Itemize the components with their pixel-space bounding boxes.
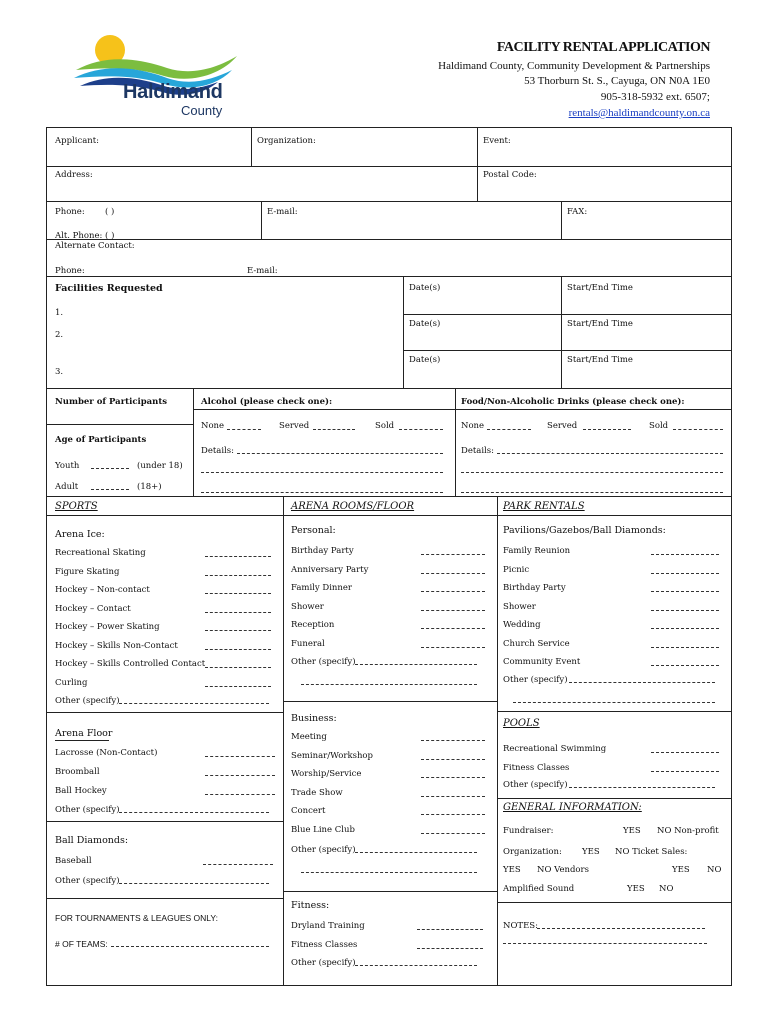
- ice-item: Hockey – Skills Controlled Contact: [55, 659, 206, 669]
- ice-item: Hockey – Skills Non-Contact: [55, 640, 178, 651]
- ticket-no[interactable]: NO Ticket Sales:: [615, 847, 688, 857]
- park-blank[interactable]: [651, 573, 719, 574]
- youth-age: (under 18): [137, 461, 183, 471]
- business-blank[interactable]: [421, 777, 485, 778]
- fundraiser-label: Fundraiser:: [503, 826, 554, 836]
- park-item: Community Event: [503, 657, 581, 667]
- park-blank[interactable]: [651, 665, 719, 666]
- park-blank[interactable]: [651, 610, 719, 611]
- personal-other-label: Other (specify): [291, 657, 356, 667]
- organization-label: Organization:: [257, 136, 316, 146]
- business-blank[interactable]: [421, 833, 485, 834]
- food-none: None: [461, 421, 485, 431]
- ice-item: Figure Skating: [55, 566, 120, 577]
- time-label-2: Start/End Time: [567, 319, 633, 329]
- personal-blank[interactable]: [421, 647, 485, 648]
- logo-subtitle: County: [181, 103, 223, 118]
- num-teams-label: # OF TEAMS:: [55, 939, 108, 949]
- ice-blank[interactable]: [205, 593, 271, 594]
- ice-item: Recreational Skating: [55, 548, 146, 558]
- header-org: Haldimand County, Community Development & Partnerships: [438, 60, 710, 72]
- business-item: Meeting: [291, 732, 327, 742]
- applicant-label: Applicant:: [55, 136, 100, 146]
- time-label-3: Start/End Time: [567, 355, 633, 365]
- business-blank[interactable]: [421, 814, 485, 815]
- ice-other-label: Other (specify): [55, 696, 120, 706]
- park-rentals-heading: PARK RENTALS: [503, 501, 585, 512]
- personal-blank[interactable]: [421, 554, 485, 555]
- floor-blank[interactable]: [205, 794, 275, 795]
- amplified-no[interactable]: NO: [659, 884, 674, 894]
- dates-label-3: Date(s): [409, 355, 441, 365]
- alt-email-label: E-mail:: [247, 266, 278, 276]
- pool-blank[interactable]: [651, 752, 719, 753]
- ball-diamonds-label: Ball Diamonds:: [55, 835, 129, 846]
- alcohol-heading: Alcohol (please check one):: [201, 397, 333, 407]
- personal-blank[interactable]: [421, 591, 485, 592]
- ice-blank[interactable]: [205, 575, 271, 576]
- rental-form: [46, 127, 732, 986]
- food-heading: Food/Non-Alcoholic Drinks (please check one):: [461, 397, 685, 407]
- ice-item: Curling: [55, 677, 88, 688]
- ice-item: Hockey – Non-contact: [55, 585, 150, 595]
- fitness-item: Dryland Training: [291, 921, 365, 931]
- amplified-yes[interactable]: YES: [627, 884, 645, 894]
- pool-blank[interactable]: [651, 771, 719, 772]
- ice-blank[interactable]: [205, 612, 271, 613]
- facility-row-2: 2.: [55, 330, 64, 340]
- general-info-heading: GENERAL INFORMATION:: [503, 802, 642, 813]
- phone-label: Phone:: [55, 207, 85, 217]
- park-item: Church Service: [503, 638, 570, 649]
- pool-other-label: Other (specify): [503, 780, 568, 790]
- personal-item: Shower: [291, 601, 324, 612]
- ticket-yes[interactable]: YES: [582, 847, 600, 857]
- business-item: Worship/Service: [291, 769, 362, 779]
- floor-item: Lacrosse (Non-Contact): [55, 748, 158, 758]
- fitness-label: Fitness:: [291, 900, 330, 911]
- personal-blank[interactable]: [421, 610, 485, 611]
- dates-label-1: Date(s): [409, 283, 441, 293]
- tournaments-label: FOR TOURNAMENTS & LEAGUES ONLY:: [55, 913, 218, 923]
- fax-label: FAX:: [567, 207, 588, 217]
- arena-ice-label: Arena Ice:: [55, 529, 105, 540]
- header-address: 53 Thorburn St. S., Cayuga, ON N0A 1E0: [524, 75, 710, 87]
- pools-heading: POOLS: [503, 718, 540, 729]
- ice-blank[interactable]: [205, 686, 271, 687]
- form-title: FACILITY RENTAL APPLICATION: [496, 40, 710, 55]
- ice-item: Hockey – Contact: [55, 603, 131, 614]
- arena-rooms-heading: ARENA ROOMS/FLOOR: [291, 501, 415, 512]
- alcohol-served: Served: [279, 421, 310, 431]
- event-label: Event:: [483, 136, 511, 146]
- time-label-1: Start/End Time: [567, 283, 633, 293]
- food-details: Details:: [461, 446, 494, 456]
- vendors-no[interactable]: NO Vendors: [537, 865, 589, 875]
- header-phone: 905-318-5932 ext. 6507;: [600, 91, 710, 103]
- address-label: Address:: [55, 170, 93, 180]
- park-item: Birthday Party: [503, 583, 566, 593]
- facility-row-1: 1.: [55, 308, 64, 318]
- food-sold: Sold: [649, 421, 669, 431]
- floor-item: Ball Hockey: [55, 786, 107, 796]
- business-blank[interactable]: [421, 740, 485, 741]
- business-label: Business:: [291, 713, 337, 724]
- personal-item: Anniversary Party: [291, 564, 369, 575]
- postal-code-label: Postal Code:: [483, 170, 537, 180]
- business-other-label: Other (specify): [291, 845, 356, 855]
- park-item: Picnic: [503, 564, 530, 575]
- diamond-other-label: Other (specify): [55, 876, 120, 886]
- park-item: Wedding: [503, 620, 541, 630]
- pavilions-label: Pavilions/Gazebos/Ball Diamonds:: [503, 525, 666, 536]
- floor-blank[interactable]: [205, 775, 275, 776]
- personal-blank[interactable]: [421, 628, 485, 629]
- personal-item: Birthday Party: [291, 546, 354, 556]
- ice-blank[interactable]: [205, 667, 271, 668]
- fitness-blank[interactable]: [417, 929, 483, 930]
- park-other-label: Other (specify): [503, 675, 568, 685]
- vendors-yes[interactable]: YES: [503, 865, 521, 875]
- dates-label-2: Date(s): [409, 319, 441, 329]
- business-item: Trade Show: [291, 787, 343, 798]
- alt-phone-label: Alt. Phone: ( ): [55, 231, 115, 241]
- fitness-item: Fitness Classes: [291, 939, 358, 950]
- personal-item: Funeral: [291, 638, 325, 649]
- personal-item: Reception: [291, 620, 335, 630]
- park-blank[interactable]: [651, 628, 719, 629]
- alcohol-details: Details:: [201, 446, 234, 456]
- amplified-sound-label: Amplified Sound: [503, 884, 575, 894]
- num-participants-label: Number of Participants: [55, 397, 168, 407]
- personal-label: Personal:: [291, 525, 336, 536]
- ice-blank[interactable]: [205, 556, 271, 557]
- ice-item: Hockey – Power Skating: [55, 622, 160, 632]
- phone-area-code: ( ): [105, 207, 115, 217]
- business-item: Concert: [291, 806, 326, 816]
- alcohol-none: None: [201, 421, 225, 431]
- facility-row-3: 3.: [55, 367, 64, 377]
- arena-floor-label: Arena Floor: [55, 728, 113, 739]
- facilities-heading: Facilities Requested: [55, 283, 163, 294]
- pool-item: Recreational Swimming: [503, 744, 607, 754]
- baseball-label: Baseball: [55, 856, 92, 866]
- business-item: Blue Line Club: [291, 824, 355, 835]
- business-blank[interactable]: [421, 759, 485, 760]
- pool-item: Fitness Classes: [503, 762, 570, 773]
- ice-blank[interactable]: [205, 630, 271, 631]
- floor-item: Broomball: [55, 767, 100, 777]
- business-blank[interactable]: [421, 796, 485, 797]
- park-item: Family Reunion: [503, 546, 571, 556]
- alt-phone2-label: Phone:: [55, 266, 85, 276]
- floor-blank[interactable]: [205, 756, 275, 757]
- park-blank[interactable]: [651, 647, 719, 648]
- food-served: Served: [547, 421, 578, 431]
- email-label: E-mail:: [267, 207, 298, 217]
- adult-age: (18+): [137, 482, 162, 492]
- park-blank[interactable]: [651, 554, 719, 555]
- logo-wordmark: Haldimand: [123, 81, 223, 103]
- personal-item: Family Dinner: [291, 583, 352, 593]
- personal-blank[interactable]: [421, 573, 485, 574]
- ice-blank[interactable]: [205, 649, 271, 650]
- youth-label: Youth: [55, 461, 80, 471]
- park-item: Shower: [503, 601, 536, 612]
- misc-yes[interactable]: YES: [672, 865, 690, 875]
- fundraiser-no[interactable]: NO Non-profit: [657, 826, 719, 836]
- age-participants-label: Age of Participants: [55, 435, 147, 445]
- park-blank[interactable]: [651, 591, 719, 592]
- fitness-blank[interactable]: [417, 948, 483, 949]
- fitness-other-label: Other (specify): [291, 958, 356, 968]
- misc-no[interactable]: NO: [707, 865, 722, 875]
- notes-label: NOTES:: [503, 921, 538, 931]
- adult-label: Adult: [55, 482, 79, 492]
- sports-heading: SPORTS: [55, 501, 98, 512]
- fundraiser-yes[interactable]: YES: [623, 826, 641, 836]
- header-email-link[interactable]: rentals@haldimandcounty.on.ca: [568, 107, 710, 119]
- business-item: Seminar/Workshop: [291, 750, 373, 761]
- floor-other-label: Other (specify): [55, 805, 120, 815]
- alcohol-sold: Sold: [375, 421, 395, 431]
- organization-type-label: Organization:: [503, 847, 562, 857]
- alternate-contact-label: Alternate Contact:: [55, 241, 135, 251]
